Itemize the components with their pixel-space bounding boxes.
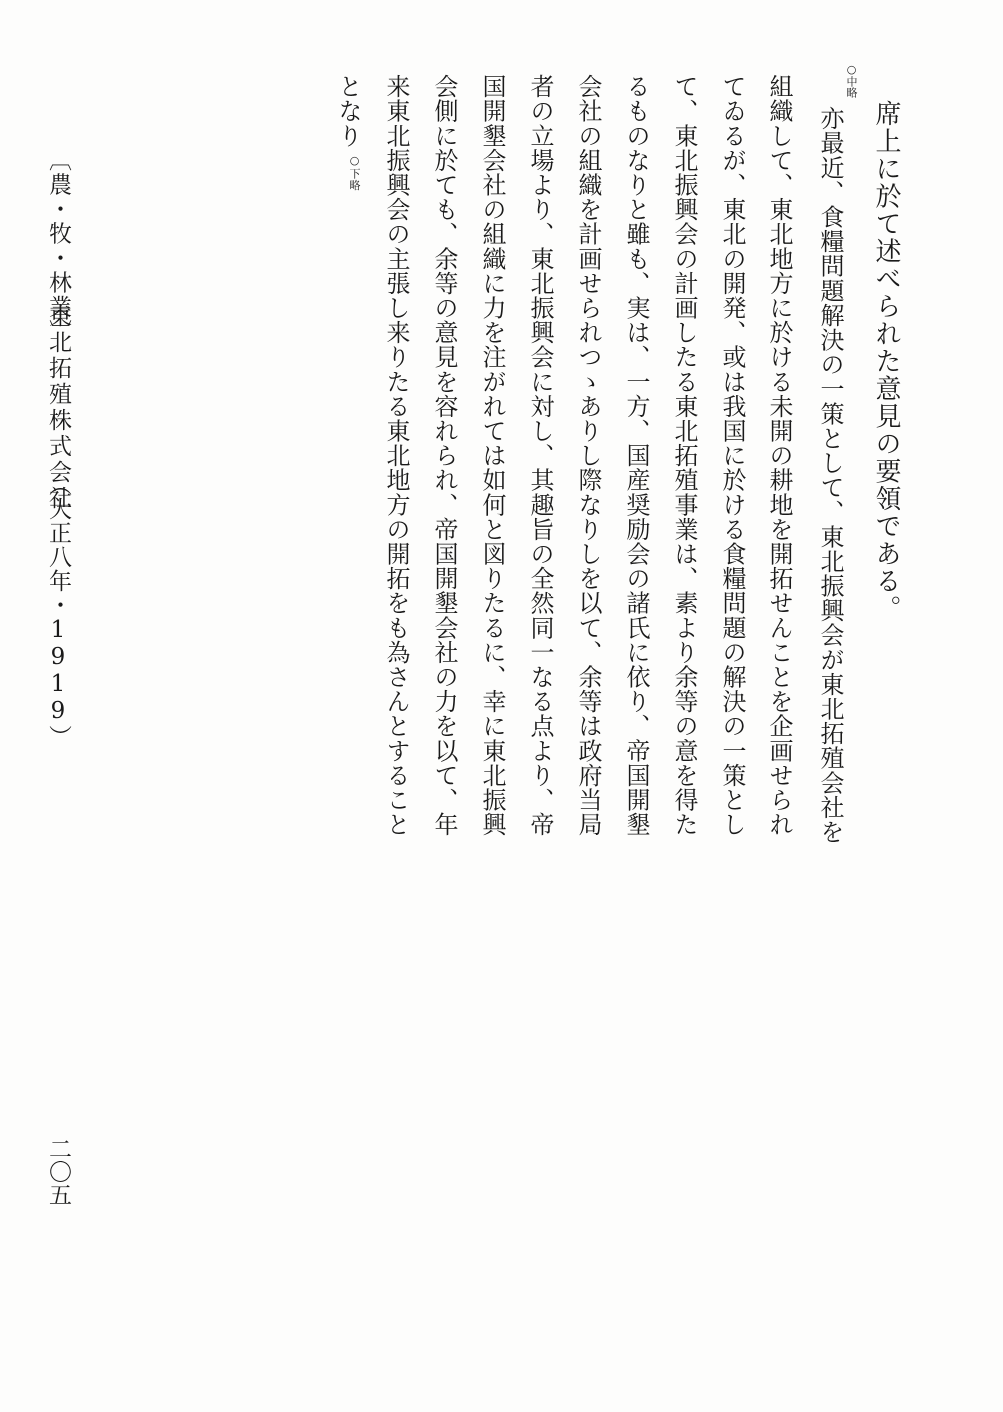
body-line-last-text: となり [334,74,362,148]
running-header-section: 〔農・牧・林業〕 [45,148,71,344]
body-line-2: 組織して、東北地方に於ける未開の耕地を開拓せんことを企画せられ [765,74,793,837]
running-header-era: （大正八年・1919） [45,473,71,749]
page-number: 二〇五 [45,1137,71,1206]
body-line-4: て、東北振興会の計画したる東北拓殖事業は、素より余等の意を得た [670,74,698,837]
body-line-1: 亦最近、食糧問題解決の一策として、東北振興会が東北拓殖会社を [816,106,844,844]
body-line-8: 国開墾会社の組織に力を注がれては如何と図りたるに、幸に東北振興 [478,74,506,837]
body-line-6: 会社の組織を計画せられつゝありし際なりしを以て、余等は政府当局 [574,74,602,837]
running-header-title: 東北拓殖株式会社 [45,304,71,512]
section-heading: 席上に於て述べられた意見の要領である。 [871,100,901,623]
body-line-7: 者の立場より、東北振興会に対し、其趣旨の全然同一なる点より、帝 [526,74,554,837]
omission-note-top: ○中略 [845,63,858,98]
body-line-9: 会側に於ても、余等の意見を容れられ、帝国開墾会社の力を以て、年 [430,74,458,837]
body-line-5: るものなりと雖も、実は、一方、国産奨励会の諸氏に依り、帝国開墾 [622,74,650,837]
omission-note-bottom: ○下略 [348,153,361,191]
body-line-3: てゐるが、東北の開発、或は我国に於ける食糧問題の解決の一策とし [718,74,746,837]
body-line-10: 来東北振興会の主張し来りたる東北地方の開拓をも為さんとすること [382,74,410,837]
body-line-last [336,74,360,191]
